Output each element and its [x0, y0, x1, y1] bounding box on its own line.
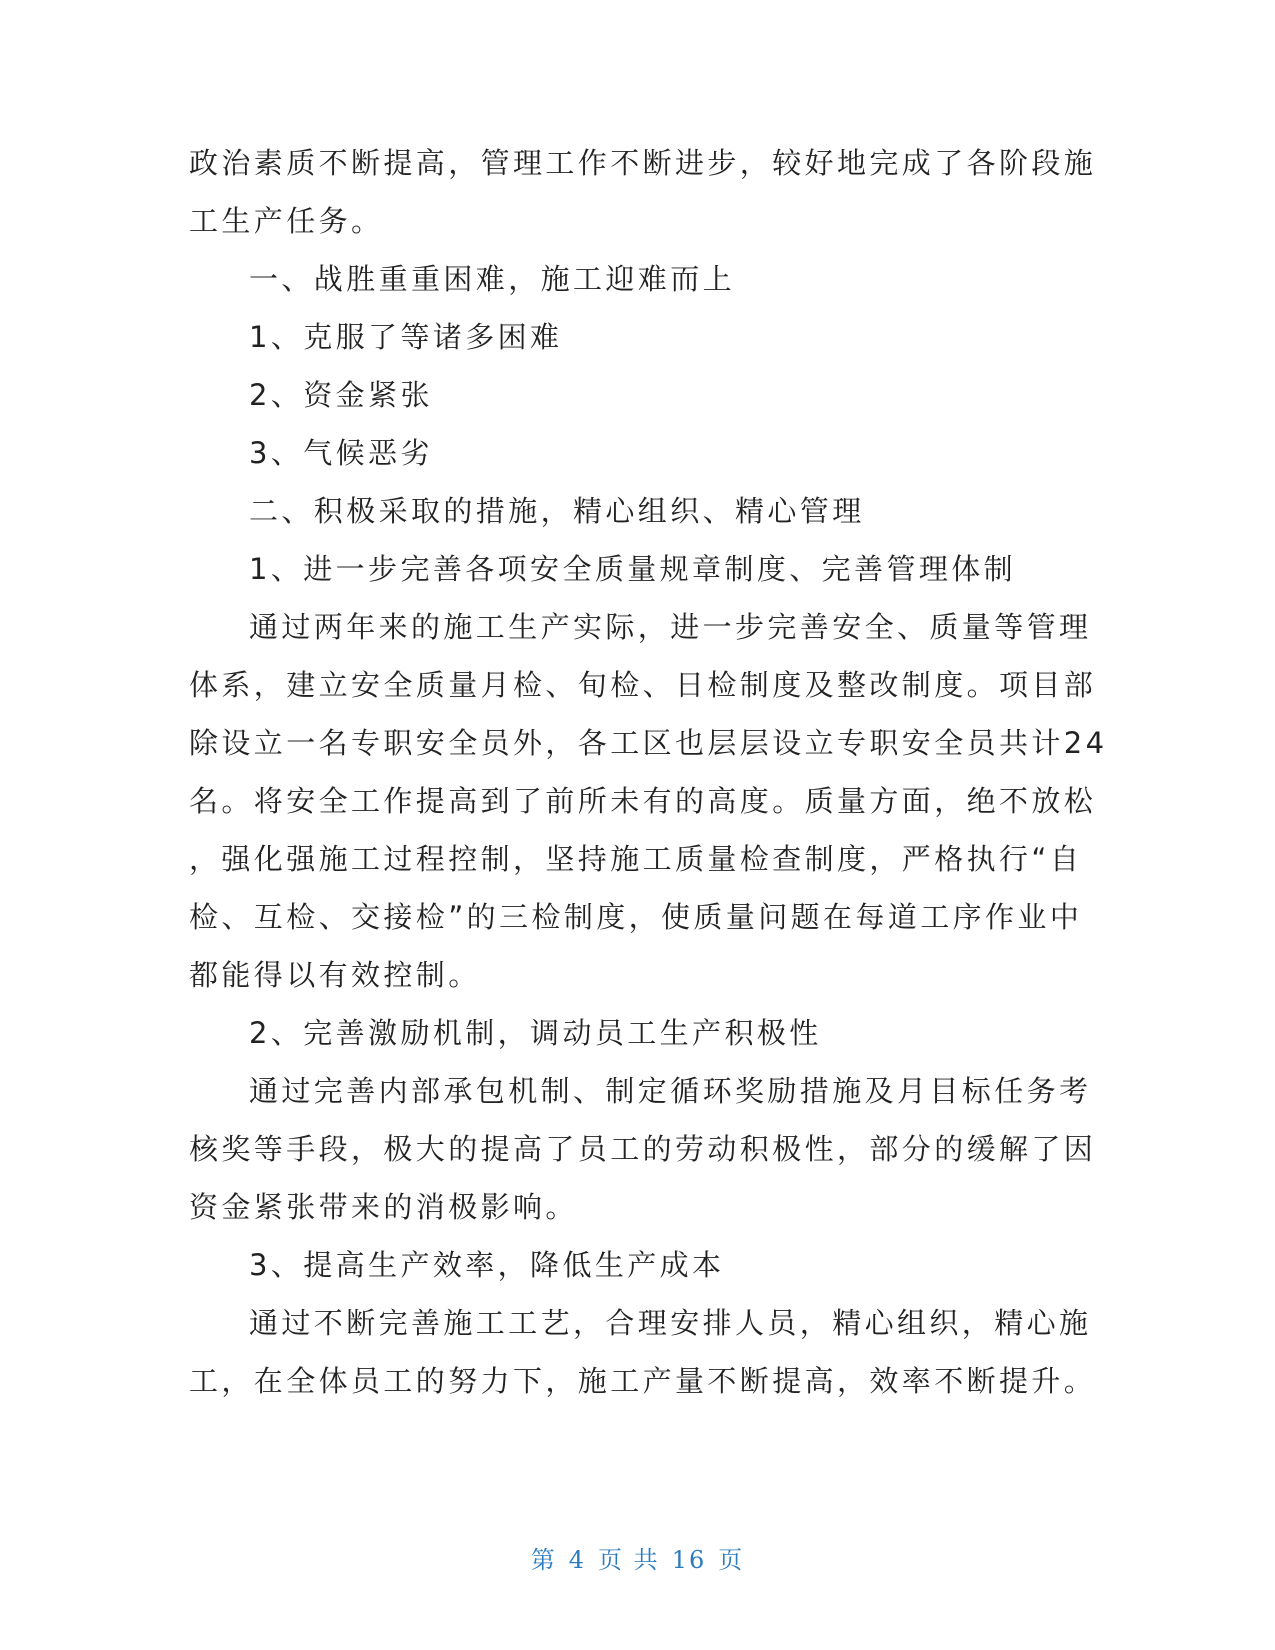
paragraph-line: 政治素质不断提高，管理工作不断进步，较好地完成了各阶段施 — [189, 146, 1097, 180]
paragraph-line: 都能得以有效控制。 — [189, 958, 481, 992]
footer-prefix: 第 — [530, 1546, 557, 1574]
subsection-heading: 1、进一步完善各项安全质量规章制度、完善管理体制 — [249, 552, 1017, 586]
section-heading: 一、战胜重重困难，施工迎难而上 — [249, 262, 736, 296]
paragraph-line: 检、互检、交接检”的三检制度，使质量问题在每道工序作业中 — [189, 900, 1083, 934]
list-item: 3、气候恶劣 — [249, 436, 433, 470]
paragraph-line: 核奖等手段，极大的提高了员工的劳动积极性，部分的缓解了因 — [189, 1132, 1097, 1166]
paragraph-line: 体系，建立安全质量月检、旬检、日检制度及整改制度。项目部 — [189, 668, 1097, 702]
subsection-heading: 3、提高生产效率，降低生产成本 — [249, 1248, 725, 1282]
paragraph-line: 名。将安全工作提高到了前所未有的高度。质量方面，绝不放松 — [189, 784, 1097, 818]
paragraph-line: 通过不断完善施工工艺，合理安排人员，精心组织，精心施 — [249, 1306, 1092, 1340]
paragraph-line: 除设立一名专职安全员外，各工区也层层设立专职安全员共计24 — [189, 726, 1108, 760]
page-footer — [0, 1540, 1275, 1575]
footer-suffix: 页 — [718, 1546, 745, 1574]
paragraph-line: ，强化强施工过程控制，坚持施工质量检查制度，严格执行“自 — [189, 842, 1083, 876]
footer-middle: 页 共 — [598, 1546, 660, 1574]
paragraph-line: 工，在全体员工的努力下，施工产量不断提高，效率不断提升。 — [189, 1364, 1097, 1398]
footer-current-page: 4 — [568, 1546, 587, 1574]
section-heading: 二、积极采取的措施，精心组织、精心管理 — [249, 494, 865, 528]
list-item: 2、资金紧张 — [249, 378, 433, 412]
footer-total-pages: 16 — [671, 1546, 707, 1574]
list-item: 1、克服了等诸多困难 — [249, 320, 563, 354]
paragraph-line: 通过完善内部承包机制、制定循环奖励措施及月目标任务考 — [249, 1074, 1092, 1108]
paragraph-line: 工生产任务。 — [189, 204, 384, 238]
subsection-heading: 2、完善激励机制，调动员工生产积极性 — [249, 1016, 822, 1050]
paragraph-line: 通过两年来的施工生产实际，进一步完善安全、质量等管理 — [249, 610, 1092, 644]
paragraph-line: 资金紧张带来的消极影响。 — [189, 1190, 578, 1224]
